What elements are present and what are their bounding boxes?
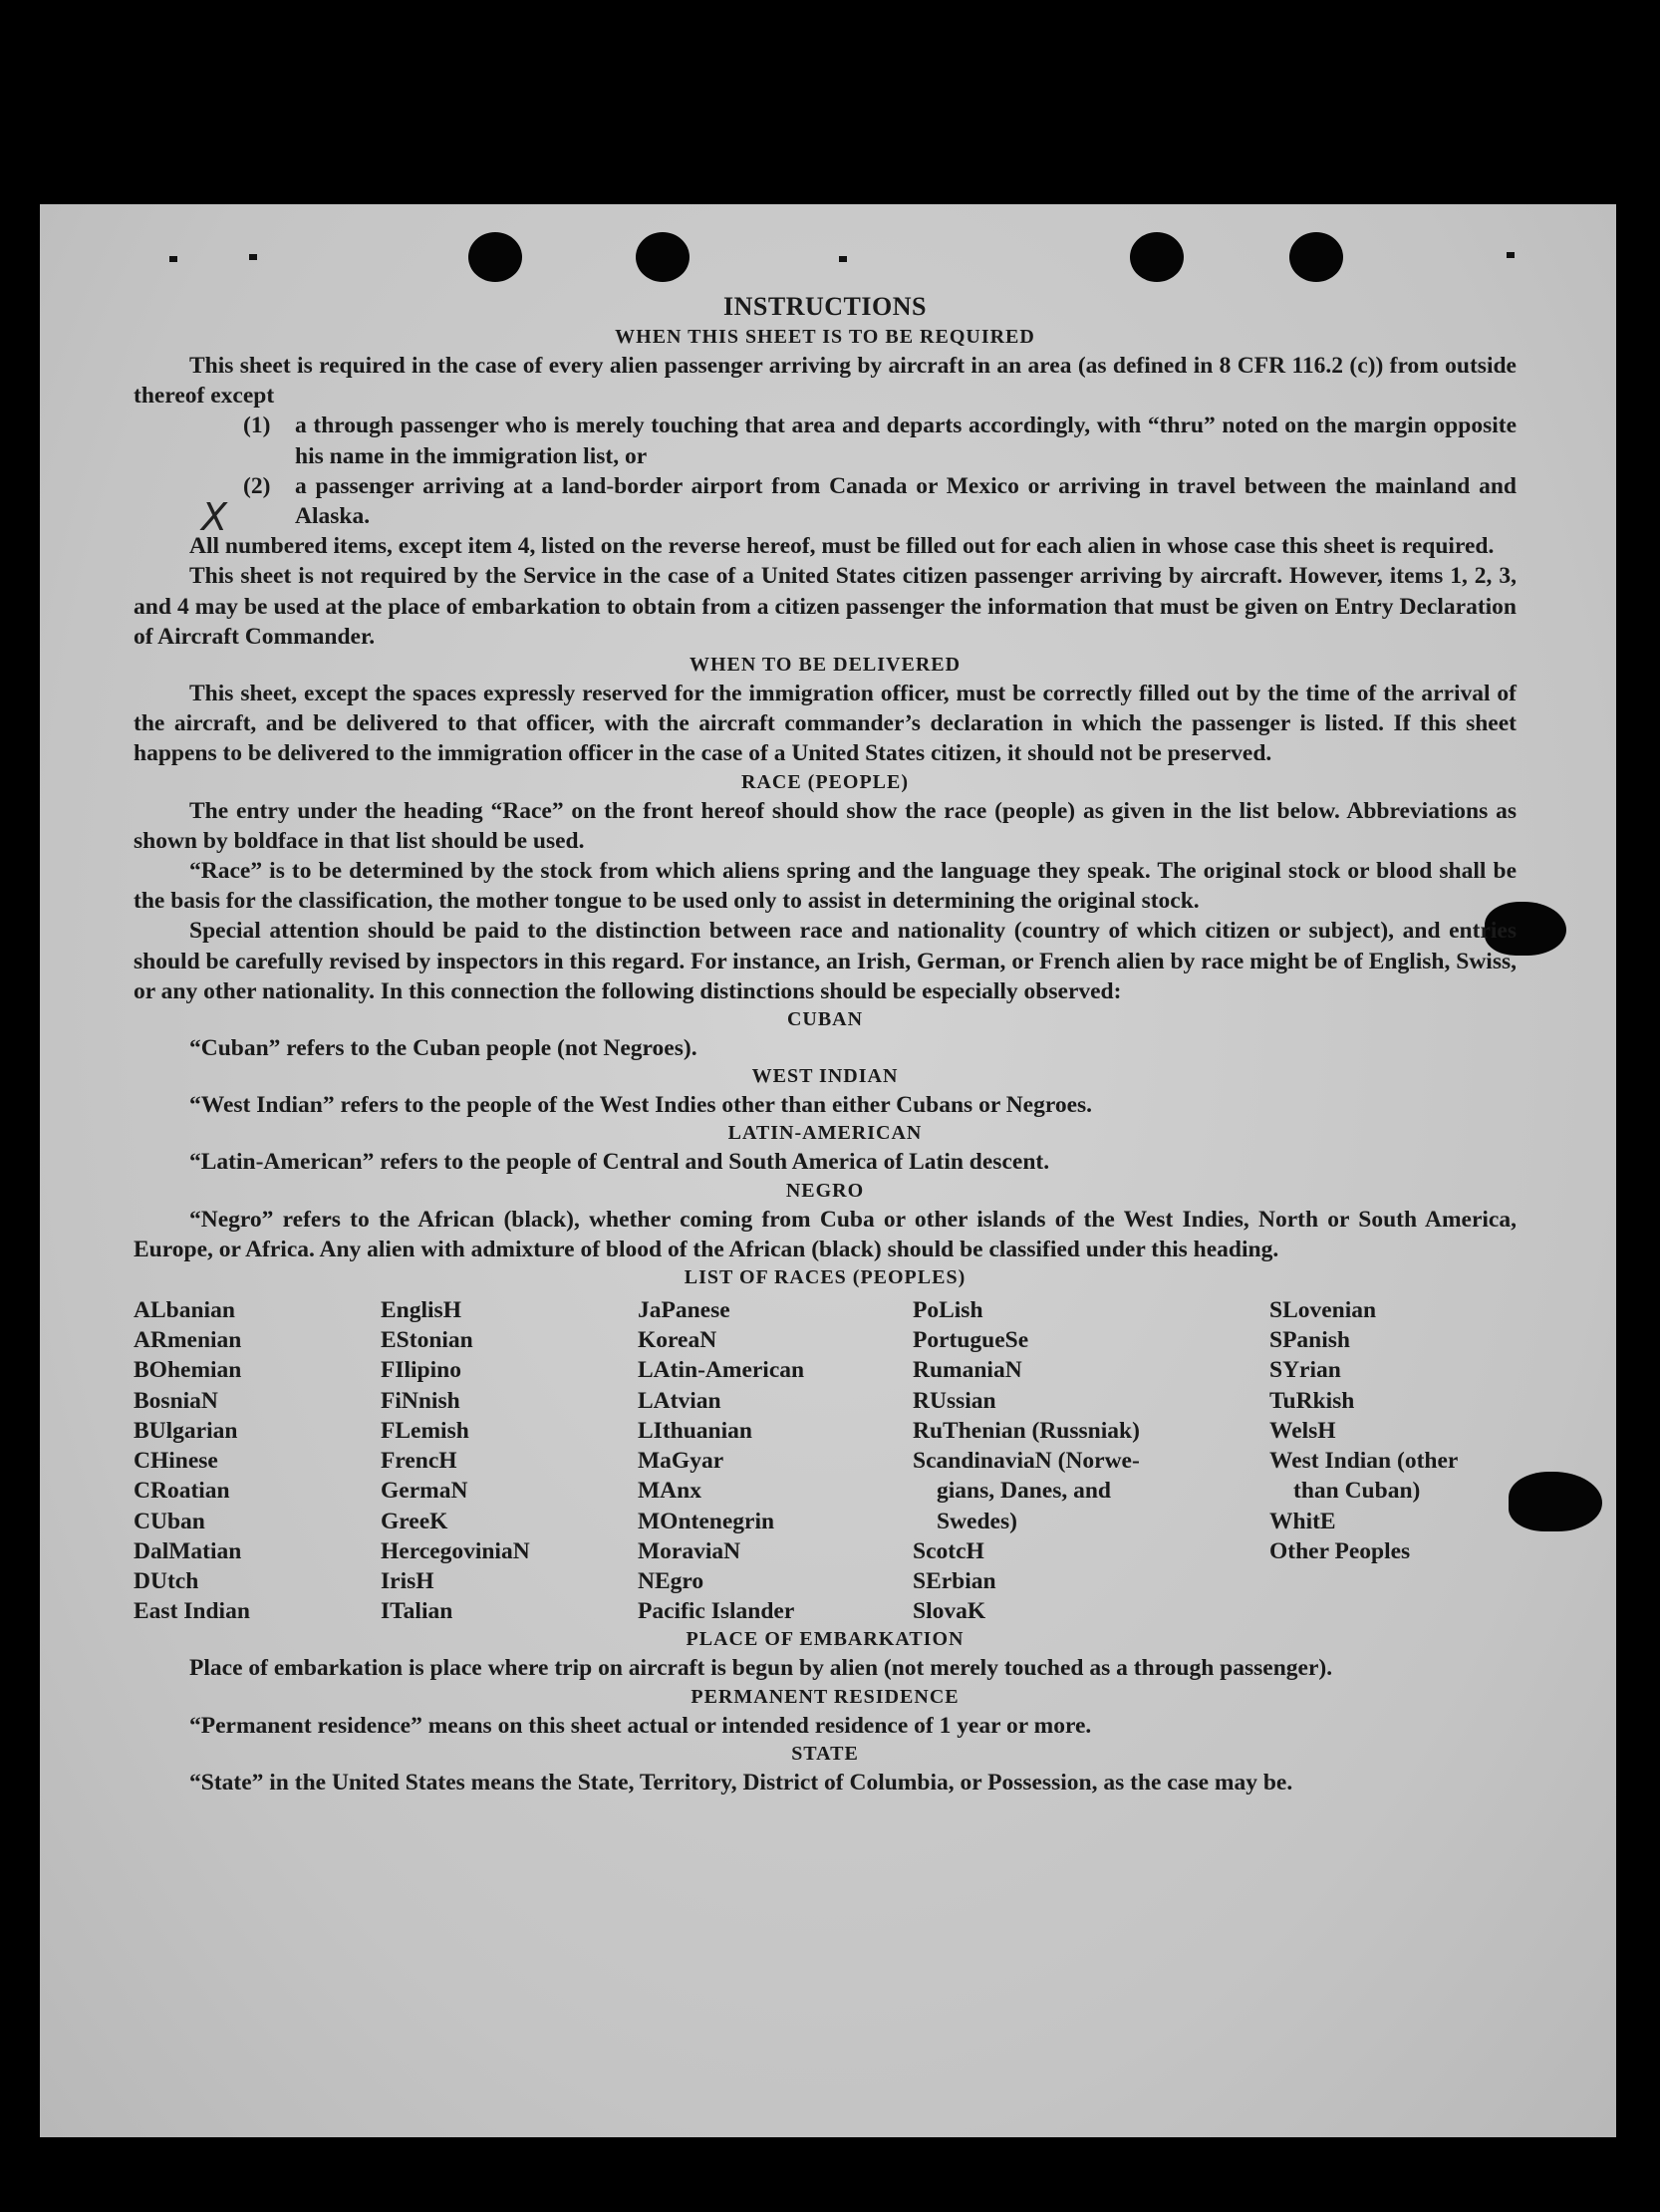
race-column (134, 1295, 381, 1626)
handwritten-check-mark: X (201, 495, 228, 539)
race-entry: MOntenegrin (638, 1508, 775, 1534)
item-text: a passenger arriving at a land-border airport from Canada or Mexico or arriving in travel between the mainland and Alaska. (295, 472, 1517, 530)
race-entry: ITalian (381, 1598, 453, 1625)
race-entry: BosniaN (134, 1387, 218, 1414)
race-entry: FIlipino (381, 1357, 461, 1384)
race-entry: GermaN (381, 1478, 468, 1505)
race-entry: Swedes) (937, 1508, 1017, 1534)
race-entry: RumaniaN (913, 1357, 1022, 1384)
race-entry: LAtin-American (638, 1357, 805, 1384)
race-entry: SLovenian (1269, 1297, 1377, 1324)
race-entry: FrencH (381, 1448, 457, 1475)
race-entry: West Indian (other (1269, 1448, 1459, 1475)
paragraph: The entry under the heading “Race” on the front hereof should show the race (people) as given in the list below. Abbreviations as shown by boldface in that list should be used. (134, 797, 1517, 854)
section-heading-when-delivered: WHEN TO BE DELIVERED (689, 654, 962, 677)
race-entry: CRoatian (134, 1478, 230, 1505)
race-entry: ScotcH (913, 1537, 984, 1564)
race-entry: SErbian (913, 1567, 996, 1594)
document-sheet (40, 204, 1616, 2137)
race-entry: SlovaK (913, 1598, 986, 1625)
race-entry: SYrian (1269, 1357, 1341, 1384)
paragraph: Special attention should be paid to the distinction between race and nationality (country of which citizen or subject), and entries should be carefully revised by inspectors in this regard. For instance, an Irish, German, or French alien by race might be of English, Swiss, or any other nationality. In this connection the following distinctions should be especially observed: (134, 918, 1517, 1004)
paragraph: All numbered items, except item 4, listed on the reverse hereof, must be filled out for each alien in whose case this sheet is required. (189, 533, 1495, 560)
paragraph: “Latin-American” refers to the people of Central and South America of Latin descent. (189, 1149, 1050, 1176)
section-heading-when-required: WHEN THIS SHEET IS TO BE REQUIRED (615, 326, 1035, 348)
instructions-body (134, 290, 1517, 1797)
punch-hole (1289, 232, 1343, 282)
race-entry: KoreaN (638, 1327, 717, 1354)
race-entry: PoLish (913, 1297, 983, 1324)
race-entry: WhitE (1269, 1508, 1336, 1534)
paragraph: Place of embarkation is place where trip on aircraft is begun by alien (not merely touched as a through passenger). (189, 1655, 1333, 1682)
section-heading-state: STATE (791, 1742, 859, 1765)
race-entry: ScandinaviaN (Norwe- (913, 1448, 1140, 1475)
race-entry: ARmenian (134, 1327, 242, 1354)
race-entry: Pacific Islander (638, 1598, 795, 1625)
race-entry: RuThenian (Russniak) (913, 1417, 1140, 1444)
race-column (381, 1295, 638, 1626)
item-text: a through passenger who is merely touching that area and departs accordingly, with “thru” noted on the margin opposite his name in the immigration list, or (295, 413, 1517, 469)
speck (1507, 252, 1515, 258)
item-number: (1) (243, 413, 271, 439)
punch-hole (636, 232, 690, 282)
race-entry: EnglisH (381, 1297, 461, 1324)
race-entry: MAnx (638, 1478, 701, 1505)
race-entry: LAtvian (638, 1387, 721, 1414)
punch-hole (468, 232, 522, 282)
paragraph: “Race” is to be determined by the stock from which aliens spring and the language they speak. The original stock or blood shall be the basis for the classification, the mother tongue to be used only to assist in determining the original stock. (134, 858, 1517, 915)
race-entry: FLemish (381, 1417, 469, 1444)
race-entry: EStonian (381, 1327, 473, 1354)
section-heading-west-indian: WEST INDIAN (751, 1065, 899, 1088)
exception-item (134, 411, 1517, 470)
paragraph: This sheet, except the spaces expressly reserved for the immigration officer, must be correctly filled out by the time of the arrival of the aircraft, and be delivered to that officer, with the aircraft commander’s declaration in which the passenger is listed. If this sheet happens to be delivered to the immigration officer in the case of a United States citizen, it should not be preserved. (134, 681, 1517, 767)
speck (839, 256, 847, 262)
race-entry: DalMatian (134, 1537, 242, 1564)
race-entry: MaGyar (638, 1448, 724, 1475)
speck (249, 254, 257, 260)
paragraph: “Cuban” refers to the Cuban people (not Negroes). (189, 1035, 697, 1062)
paragraph: “Negro” refers to the African (black), whether coming from Cuba or other islands of the West Indies, North or South America, Europe, or Africa. Any alien with admixture of blood of the African (black) should be classified under this heading. (134, 1206, 1517, 1262)
race-entry: East Indian (134, 1598, 250, 1625)
race-entry: Other Peoples (1269, 1537, 1411, 1564)
exception-item (134, 471, 1517, 531)
race-entry: CHinese (134, 1448, 218, 1475)
race-entry: PortugueSe (913, 1327, 1029, 1354)
race-entry: BUlgarian (134, 1417, 238, 1444)
race-entry: CUban (134, 1508, 205, 1534)
paragraph: “West Indian” refers to the people of the West Indies other than either Cubans or Negroes. (189, 1092, 1093, 1119)
race-entry: HercegoviniaN (381, 1537, 530, 1564)
race-entry: gians, Danes, and (937, 1478, 1111, 1505)
paragraph: “State” in the United States means the State, Territory, District of Columbia, or Possession, as the case may be. (189, 1769, 1293, 1796)
race-column (1269, 1295, 1517, 1626)
section-heading-residence: PERMANENT RESIDENCE (691, 1685, 960, 1708)
ink-blot (1509, 1472, 1602, 1531)
race-entry: ALbanian (134, 1297, 235, 1324)
race-entry: MoraviaN (638, 1537, 741, 1564)
race-entry: NEgro (638, 1567, 704, 1594)
race-entry: RUssian (913, 1387, 996, 1414)
paragraph: “Permanent residence” means on this sheet actual or intended residence of 1 year or more. (189, 1712, 1092, 1739)
paragraph: This sheet is not required by the Service in the case of a United States citizen passenger arriving by aircraft. However, items 1, 2, 3, and 4 may be used at the place of embarkation to obtain from a citizen passenger the information that must be given on Entry Declaration of Aircraft Commander. (134, 563, 1517, 650)
race-entry: FiNnish (381, 1387, 460, 1414)
race-entry: than Cuban) (1293, 1478, 1421, 1505)
item-number: (2) (243, 472, 271, 499)
race-entry: SPanish (1269, 1327, 1350, 1354)
section-heading-embarkation: PLACE OF EMBARKATION (686, 1628, 965, 1651)
section-heading-negro: NEGRO (785, 1179, 865, 1202)
page-title: INSTRUCTIONS (723, 292, 927, 321)
race-entry: JaPanese (638, 1297, 730, 1324)
race-entry: WelsH (1269, 1417, 1336, 1444)
paragraph: This sheet is required in the case of every alien passenger arriving by aircraft in an area (as defined in 8 CFR 116.2 (c)) from outside thereof except (134, 353, 1517, 410)
race-entry: LIthuanian (638, 1417, 752, 1444)
section-heading-race: RACE (PEOPLE) (741, 770, 909, 793)
race-entry: BOhemian (134, 1357, 242, 1384)
section-heading-list-of-races: LIST OF RACES (PEOPLES) (684, 1266, 967, 1289)
punch-hole (1130, 232, 1184, 282)
speck (169, 256, 177, 262)
race-list (134, 1295, 1517, 1626)
race-column (638, 1295, 913, 1626)
race-entry: IrisH (381, 1567, 434, 1594)
race-column (913, 1295, 1269, 1626)
race-entry: TuRkish (1269, 1387, 1355, 1414)
race-entry: GreeK (381, 1508, 448, 1534)
race-entry: DUtch (134, 1567, 199, 1594)
section-heading-cuban: CUBAN (786, 1008, 864, 1031)
section-heading-latin-american: LATIN-AMERICAN (727, 1122, 923, 1145)
